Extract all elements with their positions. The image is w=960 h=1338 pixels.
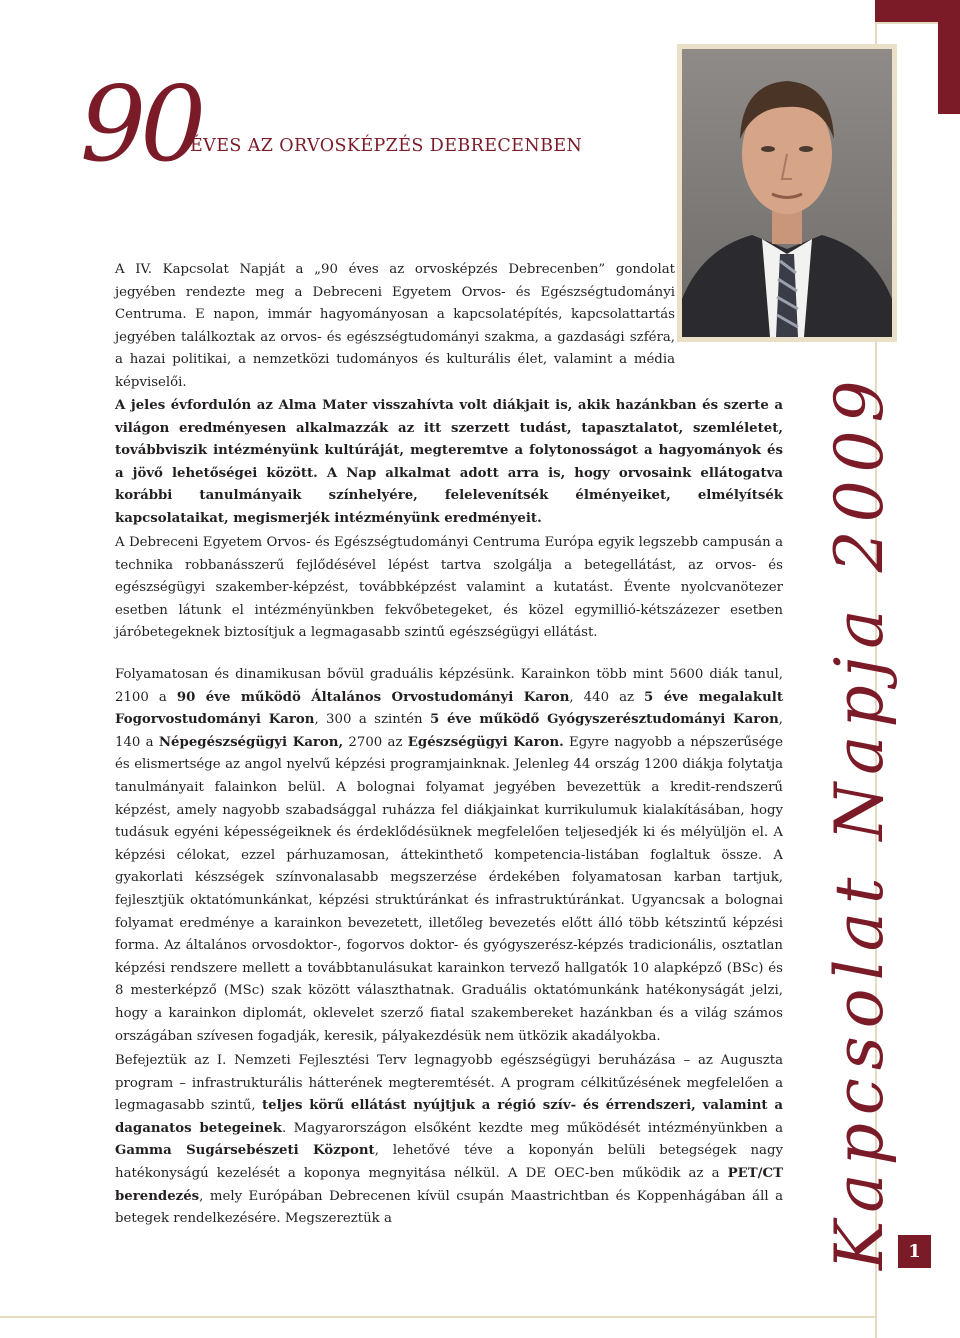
text-segment: , lehetővé téve a koponyán belüli betegségek nagy hatékonyságú kezelését a koponya megnyitása nélkül. A DE OEC-ben működik az a bbox=[115, 1143, 783, 1181]
text-segment: Folyamatosan és dinamikusan bővül graduális képzésünk. Karainkon több mint 5600 diák tanul, 2100 a bbox=[115, 667, 783, 705]
intro-paragraph: A IV. Kapcsolat Napját a „90 éves az orvosképzés Debrecenben” gondolat jegyében rendezte meg a Debreceni Egyetem Orvos- és Egészségtudományi Centruma. E napon, immár hagyományosan a kapcsolatépítés, kapcsolattartás jegyében találkoztak az orvos- és egészségtudományi szakma, a gazdasági szféra, a hazai politikai, a nemzetközi tudományos és kulturális élet, valamint a média képviselői. bbox=[115, 262, 675, 390]
bold-segment: Egészségügyi Karon. bbox=[407, 734, 564, 750]
header-title: ÉVES AZ ORVOSKÉPZÉS DEBRECENBEN bbox=[190, 136, 583, 156]
text-segment: , 300 a szintén bbox=[314, 712, 430, 728]
page-number: 1 bbox=[898, 1235, 931, 1268]
text-segment: 2700 az bbox=[343, 734, 408, 750]
bottom-frame-line bbox=[0, 1316, 877, 1318]
bold-segment: PET/CT berendezés bbox=[115, 1165, 783, 1204]
text-segment: . Magyarországon elsőként kezdte meg működését intézményünkben a bbox=[281, 1120, 783, 1136]
bold-segment: teljes körű ellátást nyújtjuk a régió szív- és érrendszeri, valamint a daganatos betegeinek bbox=[115, 1098, 783, 1136]
side-title: Kapcsolat Napja 2009 bbox=[821, 372, 898, 1270]
campus-paragraph: A Debreceni Egyetem Orvos- és Egészségtudományi Centruma Európa egyik legszebb campusán a technika robbanásszerű fejlődésével lépést tartva szolgálja a betegellátást, az orvos- és egészségügyi szakember-képzést, továbbképzést valamint a kutatást. Évente nyolcvanötezer esetben látunk el intézményünkben fekvőbetegeket, és közel egymillió-kétszázezer esetben járóbetegeknek biztosítjuk a legmagasabb szintű egészségügyi ellátást. bbox=[115, 535, 783, 641]
education-paragraph bbox=[115, 664, 783, 1048]
bold-segment: 90 éve működö Általános Orvostudományi Karon bbox=[176, 689, 570, 705]
text-segment: , 440 az bbox=[569, 689, 645, 705]
investment-paragraph bbox=[115, 1050, 783, 1231]
text-segment: , 140 a bbox=[115, 712, 783, 750]
portrait-image bbox=[682, 49, 892, 337]
anniversary-paragraph: A jeles évfordulón az Alma Mater visszahívta volt diákjait is, akik hazánkban és szerte a világon eredményesen alkalmazzák az itt szerzett tudást, tapasztalatot, szemléletet, továbbviszik intézményünk kultúráját, megteremtve a folytonosságot a hagyományok és a jövő lehetőségei között. A Nap alkalmat adott arra is, hogy orvosaink ellátogatva korábbi tanulmányaik színhelyére, felelevenítsék élményeiket, elmélyítsék kapcsolataikat, megismerjék intézményünk eredményeit. bbox=[115, 398, 783, 526]
corner-accent-bar bbox=[938, 22, 960, 114]
bold-segment: 5 éve működő Gyógyszerésztudományi Karon bbox=[429, 712, 779, 728]
text-segment: , mely Európában Debrecenen kívül csupán Maastrichtban és Koppenhágában áll a betegek rendelkezésére. Megszereztük a bbox=[115, 1188, 783, 1227]
text-segment: Egyre nagyobb a népszerűsége és elismertsége az angol nyelvű képzési programjainknak. Jelenleg 44 ország 1200 diákja folytatja tanulmányait falainkon belül. A bolognai folyamat jegyében bevezettük a kredit-rendszerű képzést, amely nagyobb szabadsággal ruházza fel diákjainkat kurrikulumuk kialakításában, hogy tudásuk egyéni képességeiknek és érdeklődésüknek megfelelően teljesedjék ki és mélyüljön el. A képzési célokat, ezzel párhuzamosan, áttekinthető kompetencia-listában foglaltuk össze. A gyakorlati készségek színvonalasabb megszerzése érdekében folyamatosan karban tartjuk, fejlesztjük oktatómunkánkat, képzési struktúránkat és infrastruktúránkat. Ugyancsak a bolognai folyamat eredménye a karainkon bevezetett, illetőleg bevezetés előtt álló több kétszintű képzési forma. Az általános orvosdoktor-, fogorvos doktor- és gyógyszerész-képzés tradicionális, osztatlan képzési rendszere mellett a továbbtanulásukat karainkon tervező hallgatók 10 alapképző (BSc) és 8 mesterképző (MSc) szak között választhatnak. Graduális oktatómunkánk hatékonyságát jelzi, hogy a karainkon diplomát, oklevelet szerző fiatal szakembereket hazánkban és a világ számos országában szívesen fogadják, keresik, pályakezdésük nem ütközik akadályokba. bbox=[115, 734, 784, 1044]
header-number: 90 bbox=[80, 63, 201, 185]
bold-segment: Népegészségügyi Karon, bbox=[158, 734, 344, 750]
top-accent-bar bbox=[875, 0, 960, 22]
bold-segment: Gamma Sugársebészeti Központ bbox=[115, 1143, 375, 1159]
text-segment: Befejeztük az I. Nemzeti Fejlesztési Terv legnagyobb egészségügyi beruházása – az Auguszta program – infrastrukturális hátterének megteremtését. A program célkitűzésének megfelelően a legmagasabb szintű, bbox=[115, 1053, 783, 1114]
bold-segment: 5 éve megalakult Fogorvostudományi Karon bbox=[115, 689, 783, 728]
portrait-photo bbox=[677, 44, 897, 342]
